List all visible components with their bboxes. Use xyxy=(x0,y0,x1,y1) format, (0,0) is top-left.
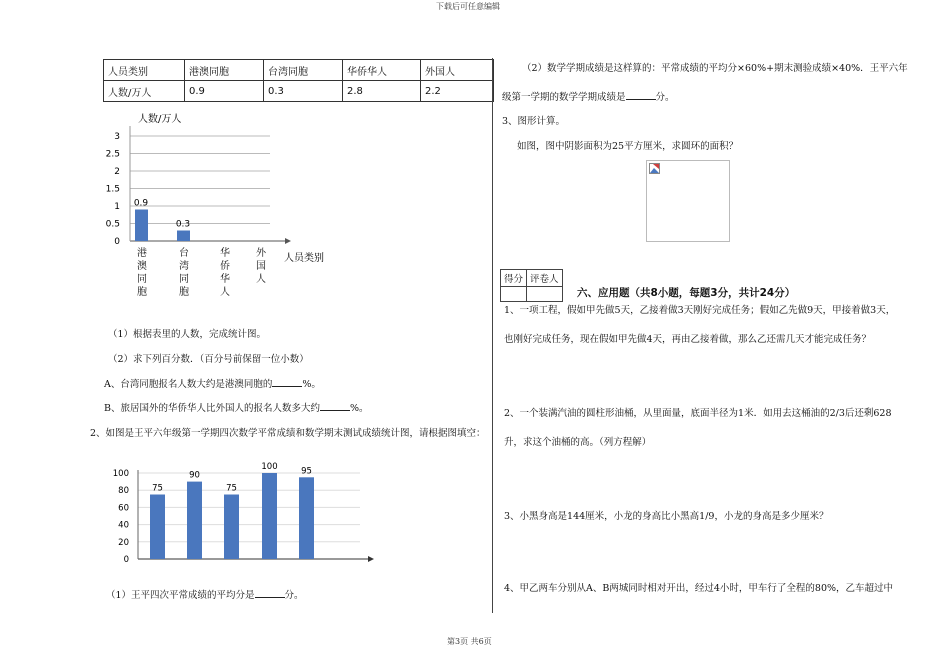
table-cell: 0.9 xyxy=(185,81,264,102)
chart1-bar xyxy=(177,231,190,242)
table-cell: 2.2 xyxy=(421,81,494,102)
chart2-bar xyxy=(224,495,239,560)
chart2-tick-label: 60 xyxy=(118,503,129,514)
answer-blank[interactable] xyxy=(255,588,285,598)
q1-b xyxy=(104,400,369,414)
chart2-bar xyxy=(187,482,202,559)
answer-blank[interactable] xyxy=(272,377,302,387)
chart1-category-label: 港 澳 同 胞 xyxy=(137,248,147,298)
table-cell: 台湾同胞 xyxy=(264,60,343,81)
q3-title: 3、图形计算。 xyxy=(502,116,566,127)
chart1-tick-label: 1.5 xyxy=(105,184,120,195)
table-row xyxy=(104,60,494,81)
chart1-tick-label: 2 xyxy=(114,167,120,177)
chart2-value-label: 95 xyxy=(301,466,312,477)
chart2-tick-label: 80 xyxy=(118,486,129,497)
ring-figure-placeholder xyxy=(646,160,730,242)
table-row xyxy=(501,270,563,287)
column-divider xyxy=(492,58,493,613)
score-bar-chart xyxy=(110,458,380,568)
q1-b-suffix: %。 xyxy=(349,403,369,414)
chart1-tick-label: 0 xyxy=(114,237,120,247)
chart1-category-label: 外 国 人 xyxy=(256,248,266,285)
chart2-value-label: 75 xyxy=(152,483,163,494)
data-table xyxy=(103,59,494,102)
chart2-x-arrow xyxy=(368,556,374,562)
chart1-tick-label: 0.5 xyxy=(105,219,120,230)
app-q2-line1: 2、一个装满汽油的圆柱形油桶，从里面量，底面半径为1米．如用去这桶油的2/3后还剩628 xyxy=(504,408,892,419)
q3-text: 如图，图中阴影面积为25平方厘米，求圆环的面积？ xyxy=(517,141,739,152)
table-cell: 人数/万人 xyxy=(104,81,185,102)
q2-title: 2、如图是王平六年级第一学期四次数学平常成绩和数学期末测试成绩统计图，请根据图填空： xyxy=(90,428,486,439)
answer-blank[interactable] xyxy=(626,90,656,100)
broken-image-icon xyxy=(649,163,660,174)
q1-part2: （2）求下列百分数．（百分号前保留一位小数） xyxy=(108,354,309,365)
app-q4: 4、甲乙两车分别从A、B两城同时相对开出，经过4小时，甲车行了全程的80%，乙车超过中 xyxy=(504,583,894,594)
chart1-tick-label: 2.5 xyxy=(105,149,120,160)
q1-a-text: A、台湾同胞报名人数大约是港澳同胞的 xyxy=(104,379,273,390)
table-cell: 港澳同胞 xyxy=(185,60,264,81)
q2-part1-text: （1）王平四次平常成绩的平均分是 xyxy=(106,590,255,601)
chart1-tick-label: 1 xyxy=(114,202,120,212)
q1-part1: （1）根据表里的人数，完成统计图。 xyxy=(108,329,267,340)
chart1-tick-label: 3 xyxy=(114,132,120,142)
page-header: 下载后可任意编辑 xyxy=(436,2,500,11)
app-q1-line1: 1、一项工程，假如甲先做5天，乙接着做3天刚好完成任务；假如乙先做9天，甲接着做3天， xyxy=(504,305,896,316)
chart2-tick-label: 20 xyxy=(118,537,129,548)
score-label: 得分 xyxy=(501,270,527,287)
chart2-value-label: 75 xyxy=(226,483,237,494)
chart2-bar xyxy=(262,473,277,559)
population-bar-chart xyxy=(100,108,340,264)
q1-b-text: B、旅居国外的华侨华人比外国人的报名人数多大约 xyxy=(104,403,320,414)
app-q1-line2: 也刚好完成任务，现在假如甲先做4天，再由乙接着做，那么乙还需几天才能完成任务？ xyxy=(504,334,872,345)
table-cell: 2.8 xyxy=(343,81,421,102)
chart2-tick-label: 0 xyxy=(123,555,129,565)
chart2-value-label: 90 xyxy=(189,470,200,481)
section-title: 六、应用题（共8小题，每题3分，共计24分） xyxy=(577,287,796,299)
q1-a-suffix: %。 xyxy=(302,379,321,390)
chart1-value-label: 0.9 xyxy=(133,198,149,209)
q2-part2-line1: （2）数学学期成绩是这样算的：平常成绩的平均分×60%+期末测验成绩×40%．王平六年 xyxy=(522,63,908,74)
table-row xyxy=(104,81,494,102)
score-box xyxy=(500,269,563,302)
score-cell[interactable] xyxy=(501,287,527,302)
table-cell: 外国人 xyxy=(421,60,494,81)
chart2-tick-label: 100 xyxy=(112,469,129,479)
table-cell: 0.3 xyxy=(264,81,343,102)
app-q2-line2: 升，求这个油桶的高。（列方程解） xyxy=(504,437,652,448)
q2-part2-suffix: 分。 xyxy=(655,92,675,103)
chart1-value-label: 0.3 xyxy=(175,219,191,230)
answer-blank[interactable] xyxy=(320,401,350,411)
grader-cell[interactable] xyxy=(527,287,563,302)
table-cell: 华侨华人 xyxy=(343,60,421,81)
q2-part2-line2 xyxy=(502,89,675,103)
chart1-ylabel: 人数/万人 xyxy=(138,114,182,125)
chart2-bar xyxy=(299,477,314,559)
q2-part1-suffix: 分。 xyxy=(284,590,304,601)
chart2-bar xyxy=(150,495,165,560)
chart1-x-arrow xyxy=(285,238,291,244)
chart2-value-label: 100 xyxy=(261,462,278,472)
q2-part1 xyxy=(106,587,304,601)
table-cell: 人员类别 xyxy=(104,60,185,81)
chart1-bar xyxy=(135,210,148,242)
app-q3: 3、小黑身高是144厘米，小龙的身高比小黑高1/9，小龙的身高是多少厘米？ xyxy=(504,511,829,522)
chart1-xlabel: 人员类别 xyxy=(284,253,324,264)
chart1-category-label: 台 湾 同 胞 xyxy=(179,248,189,298)
q2-part2-text: 级第一学期的数学学期成绩是 xyxy=(502,92,626,103)
page-footer: 第3页 共6页 xyxy=(447,637,492,646)
chart2-tick-label: 40 xyxy=(118,520,129,531)
table-row xyxy=(501,287,563,302)
chart1-category-label: 华 侨 华 人 xyxy=(220,248,230,298)
grader-label: 评卷人 xyxy=(527,270,563,287)
q1-a xyxy=(104,376,321,390)
